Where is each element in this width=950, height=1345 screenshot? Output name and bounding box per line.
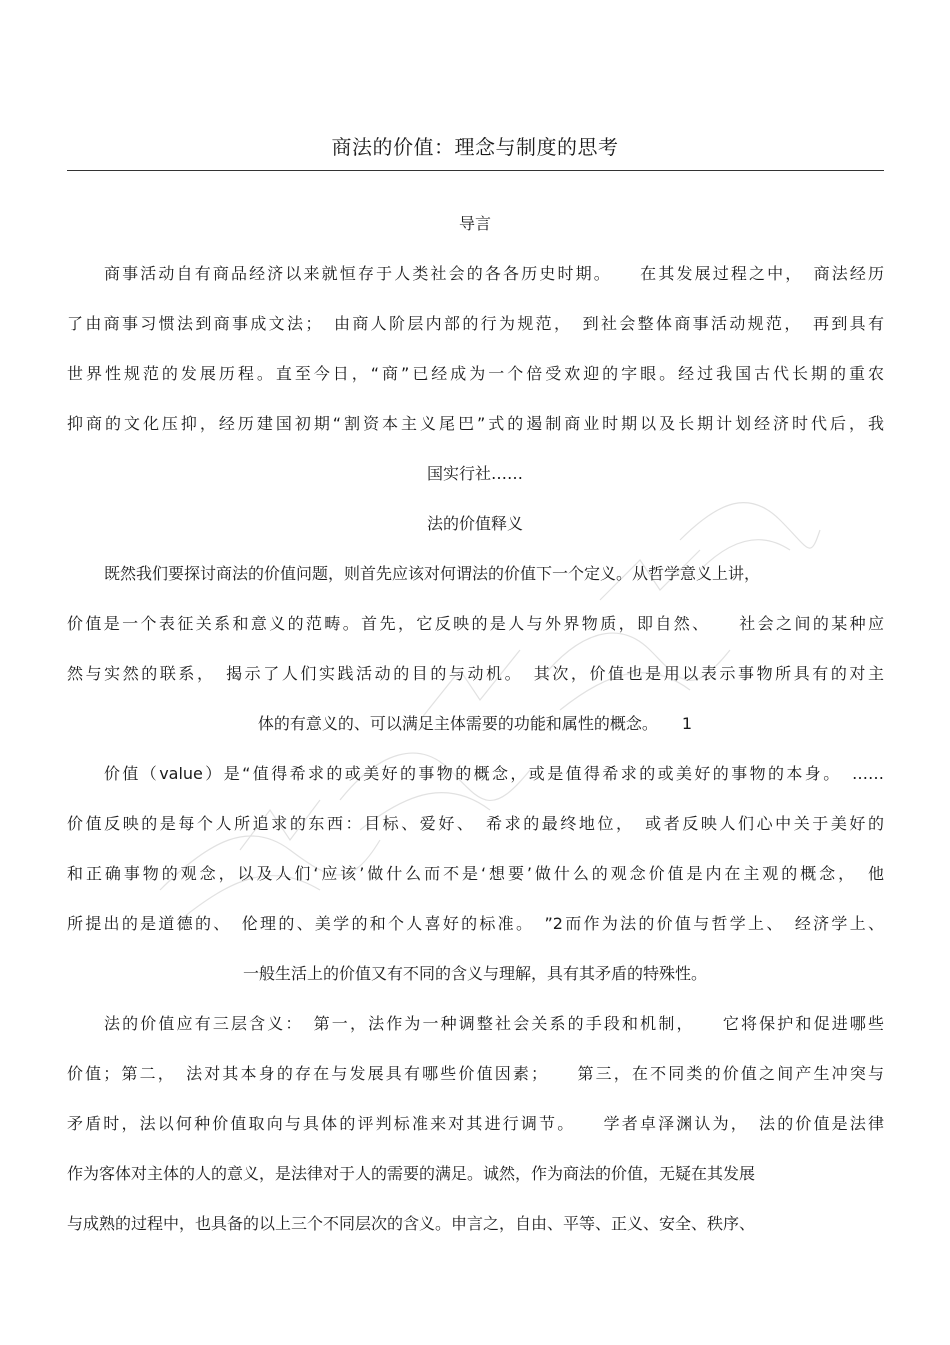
intro-line-5: 国实行社…… — [426, 464, 523, 483]
para1-line-4: 体的有意义的、可以满足主体需要的功能和属性的概念。 1 — [257, 714, 693, 733]
para1-line-2: 价值是一个表征关系和意义的范畴。首先，它反映的是人与外界物质，即自然、 社会之间的某种应 — [67, 614, 884, 633]
para3-line-2: 价值；第二， 法对其本身的存在与发展具有哪些价值因素； 第三，在不同类的价值之间产生冲突与 — [67, 1064, 884, 1083]
section-heading-value: 法的价值释义 — [426, 514, 523, 533]
section-heading-intro: 导言 — [458, 214, 491, 233]
document-title: 商法的价值：理念与制度的思考 — [331, 135, 619, 159]
para1-line-1: 既然我们要探讨商法的价值问题，则首先应该对何谓法的价值下一个定义。从哲学意义上讲， — [104, 564, 761, 583]
para3-line-3: 矛盾时，法以何种价值取向与具体的评判标准来对其进行调节。 学者卓泽渊认为， 法的价值是法律 — [67, 1114, 884, 1133]
para2-line-4: 所提出的是道德的、 伦理的、美学的和个人喜好的标准。 ”2而作为法的价值与哲学上、 经济学上、 — [67, 914, 884, 933]
watermark-stamp — [120, 420, 840, 980]
intro-line-2: 了由商事习惯法到商事成文法； 由商人阶层内部的行为规范， 到社会整体商事活动规范， 再到具有 — [67, 314, 884, 333]
para2-line-5: 一般生活上的价值又有不同的含义与理解，具有其矛盾的特殊性。 — [242, 964, 707, 983]
intro-line-3: 世界性规范的发展历程。直至今日，“商”已经成为一个倍受欢迎的字眼。经过我国古代长期的重农 — [67, 364, 884, 383]
intro-line-1: 商事活动自有商品经济以来就恒存于人类社会的各各历史时期。 在其发展过程之中， 商法经历 — [104, 264, 884, 283]
para3-line-5: 与成熟的过程中，也具备的以上三个不同层次的含义。申言之，自由、平等、正义、安全、秩序、 — [67, 1214, 756, 1233]
para3-line-1: 法的价值应有三层含义： 第一，法作为一种调整社会关系的手段和机制， 它将保护和促进哪些 — [104, 1014, 884, 1033]
intro-line-4: 抑商的文化压抑，经历建国初期“割资本主义尾巴”式的遏制商业时期以及长期计划经济时代后，我 — [67, 414, 884, 433]
para2-line-3: 和正确事物的观念，以及人们‘应该’做什么而不是‘想要’做什么的观念价值是内在主观的概念， 他 — [67, 864, 884, 883]
para2-line-2: 价值反映的是每个人所追求的东西：目标、爱好、 希求的最终地位， 或者反映人们心中关于美好的 — [67, 814, 884, 833]
title-divider — [67, 170, 884, 171]
para3-line-4: 作为客体对主体的人的意义，是法律对于人的需要的满足。诚然，作为商法的价值，无疑在其发展 — [67, 1164, 756, 1183]
para2-line-1: 价值（value）是“值得希求的或美好的事物的概念，或是值得希求的或美好的事物的本身。 …… — [104, 764, 884, 783]
para1-line-3: 然与实然的联系， 揭示了人们实践活动的目的与动机。 其次，价值也是用以表示事物所具有的对主 — [67, 664, 884, 683]
